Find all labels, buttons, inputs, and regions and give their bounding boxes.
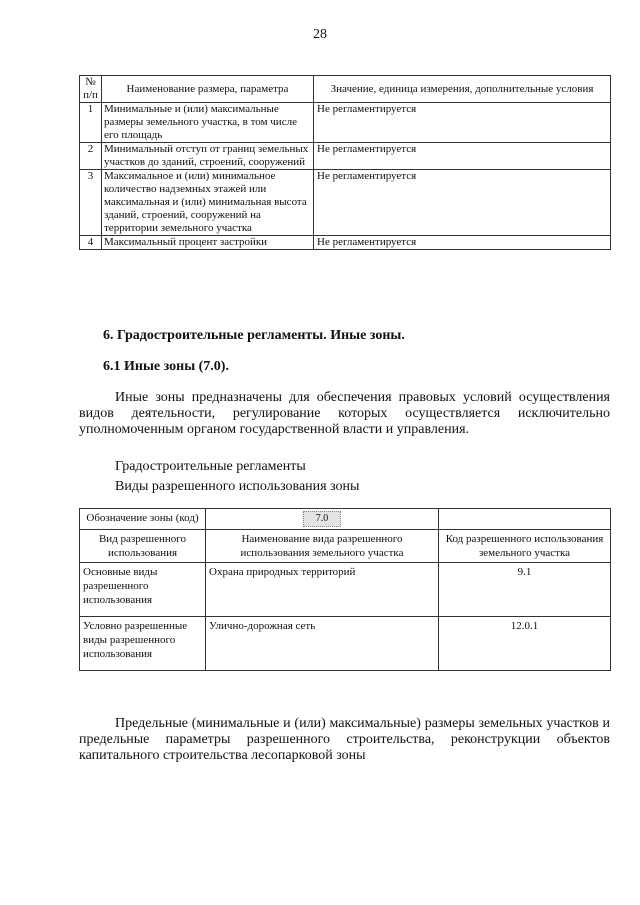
row-use-name: Охрана природных территорий (206, 563, 439, 617)
row-name: Максимальный процент застройки (102, 236, 314, 250)
row-use-code: 12.0.1 (439, 617, 611, 671)
zone-code-row (80, 509, 611, 530)
header-use-type: Вид разрешенного использования (80, 530, 206, 563)
row-name: Максимальное и (или) минимальное количество надземных этажей или максимальная и (или) минимальная высота зданий, строений, сооружений на территории земельного участка (102, 170, 314, 236)
row-use-type: Условно разрешенные виды разрешенного использования (80, 617, 206, 671)
zone-uses-table (79, 508, 611, 671)
intro-paragraph: Иные зоны предназначены для обеспечения правовых условий осуществления видов деятельности, регулирование которых осуществляется исключительно уполномоченным органом государственной власти и управления. (79, 390, 610, 437)
uses-title: Виды разрешенного использования зоны (115, 479, 360, 494)
header-num: № п/п (80, 76, 102, 103)
subsection-heading: 6.1 Иные зоны (7.0). (103, 359, 229, 374)
row-use-type: Основные виды разрешенного использования (80, 563, 206, 617)
header-use-name: Наименование вида разрешенного использования земельного участка (206, 530, 439, 563)
table-row (80, 236, 611, 250)
header-value: Значение, единица измерения, дополнительные условия (314, 76, 611, 103)
page-number: 28 (313, 27, 327, 42)
header-use-code: Код разрешенного использования земельного участка (439, 530, 611, 563)
table-row (80, 143, 611, 170)
limits-paragraph: Предельные (минимальные и (или) максимальные) размеры земельных участков и предельные параметры разрешенного строительства, реконструкции объектов капитального строительства лесопарковой зоны (79, 716, 610, 763)
row-name: Минимальные и (или) максимальные размеры земельного участка, в том числе его площадь (102, 103, 314, 143)
row-num: 4 (80, 236, 102, 250)
row-num: 3 (80, 170, 102, 236)
row-value: Не регламентируется (314, 103, 611, 143)
row-value: Не регламентируется (314, 143, 611, 170)
row-value: Не регламентируется (314, 170, 611, 236)
table-header-row (80, 530, 611, 563)
row-use-name: Улично-дорожная сеть (206, 617, 439, 671)
zone-code-cell (206, 509, 439, 530)
table-row (80, 617, 611, 671)
row-num: 1 (80, 103, 102, 143)
zone-label: Обозначение зоны (код) (80, 509, 206, 530)
table-row (80, 563, 611, 617)
row-use-code: 9.1 (439, 563, 611, 617)
table-row (80, 170, 611, 236)
row-name: Минимальный отступ от границ земельных участков до зданий, строений, сооружений (102, 143, 314, 170)
zone-code: 7.0 (303, 511, 342, 527)
parameters-table (79, 75, 611, 250)
row-value: Не регламентируется (314, 236, 611, 250)
zone-empty-cell (439, 509, 611, 530)
row-num: 2 (80, 143, 102, 170)
regulations-title: Градостроительные регламенты (115, 459, 306, 474)
header-name: Наименование размера, параметра (102, 76, 314, 103)
section-heading: 6. Градостроительные регламенты. Иные зоны. (103, 328, 405, 343)
table-row (80, 103, 611, 143)
table-header-row (80, 76, 611, 103)
